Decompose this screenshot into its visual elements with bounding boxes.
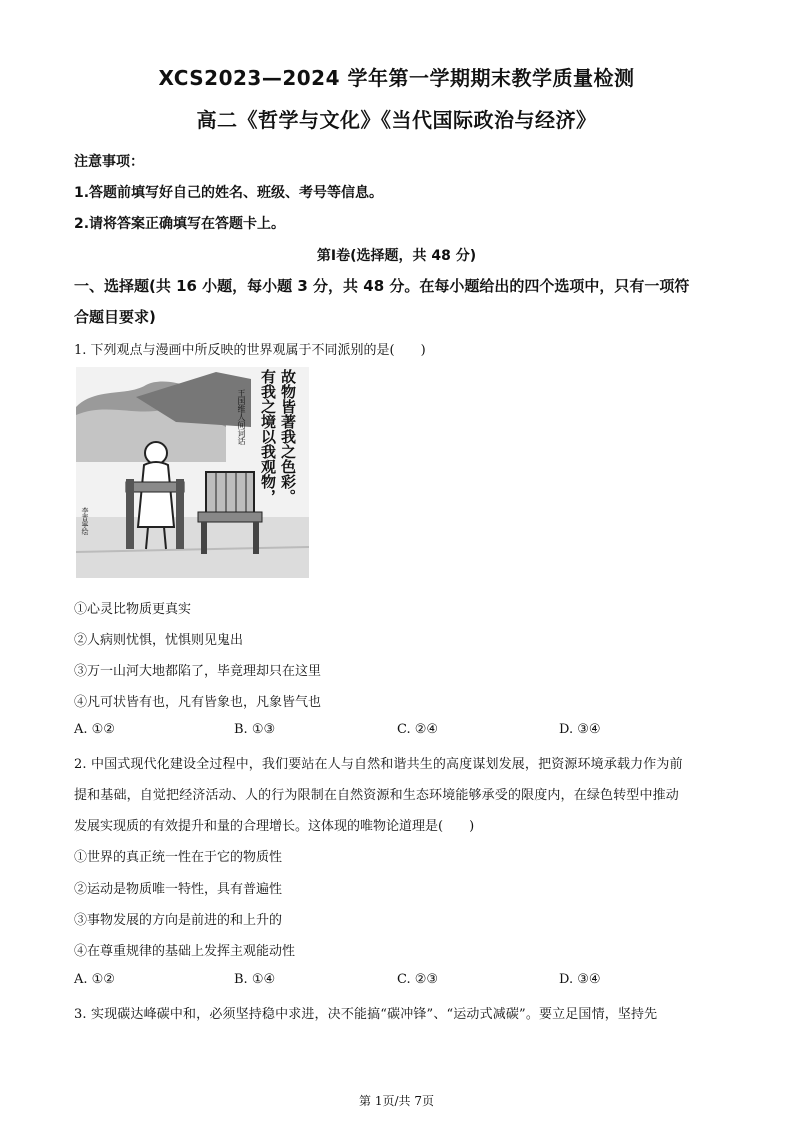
q1-option-c: C. ②④ — [397, 722, 439, 737]
q2-item-1: ①世界的真正统一性在于它的物质性 — [74, 850, 283, 865]
q2-option-d: D. ③④ — [559, 972, 601, 987]
cartoon-verse-column-2: 故物皆著我之色彩。 — [279, 369, 297, 504]
q2-option-a: A. ①② — [74, 972, 115, 987]
q2-item-3: ③事物发展的方向是前进的和上升的 — [74, 913, 283, 928]
cartoon-verse-column-1: 有我之境以我观物， — [259, 369, 277, 504]
q1-option-a: A. ①② — [74, 722, 115, 737]
notice-item-1: 1.答题前填写好自己的姓名、班级、考号等信息。 — [74, 185, 384, 201]
section-heading-line2: 合题目要求) — [74, 308, 156, 326]
part1-title: 第Ⅰ卷(选择题，共 48 分) — [316, 248, 477, 264]
q1-cartoon — [76, 367, 309, 578]
cartoon-caption: 王国维人间词话 — [237, 389, 246, 445]
q1-item-4: ④凡可状皆有也，凡有皆象也，凡象皆气也 — [74, 695, 322, 710]
q2-stem-line3: 发展实现质的有效提升和量的合理增长。这体现的唯物论道理是( ) — [74, 819, 475, 834]
page-number: 第 1页/共 7页 — [359, 1094, 434, 1108]
q2-option-b: B. ①④ — [234, 972, 276, 987]
exam-title: XCS2023—2024 学年第一学期期末教学质量检测 — [158, 66, 635, 90]
q1-item-2: ②人病则忧惧，忧惧则见鬼出 — [74, 633, 244, 648]
q2-item-4: ④在尊重规律的基础上发挥主观能动性 — [74, 944, 296, 959]
q3-stem-line1: 3. 实现碳达峰碳中和，必须坚持稳中求进，决不能搞“碳冲锋”、“运动式减碳”。要立足国情，坚持先 — [74, 1007, 658, 1022]
q2-stem-line2: 提和基础，自觉把经济活动、人的行为限制在自然资源和生态环境能够承受的限度内，在绿色转型中推动 — [74, 788, 679, 803]
q1-stem: 1. 下列观点与漫画中所反映的世界观属于不同派别的是( ) — [74, 343, 426, 358]
q1-option-d: D. ③④ — [559, 722, 601, 737]
notice-heading: 注意事项： — [74, 154, 144, 170]
q2-stem-line1: 2. 中国式现代化建设全过程中，我们要站在人与自然和谐共生的高度谋划发展，把资源环境承载力作为前 — [74, 757, 683, 772]
q1-option-b: B. ①③ — [234, 722, 276, 737]
q1-item-3: ③万一山河大地都陷了，毕竟理却只在这里 — [74, 664, 322, 679]
section-heading-line1: 一、选择题(共 16 小题，每小题 3 分，共 48 分。在每小题给出的四个选项中，只有一项符 — [74, 277, 690, 295]
exam-subtitle: 高二《哲学与文化》《当代国际政治与经济》 — [196, 108, 597, 132]
q1-item-1: ①心灵比物质更真实 — [74, 602, 192, 617]
q2-option-c: C. ②③ — [397, 972, 439, 987]
notice-item-2: 2.请将答案正确填写在答题卡上。 — [74, 216, 286, 232]
q2-item-2: ②运动是物质唯一特性，具有普遍性 — [74, 882, 283, 897]
cartoon-signature: 李晋寧绘 — [81, 507, 89, 535]
